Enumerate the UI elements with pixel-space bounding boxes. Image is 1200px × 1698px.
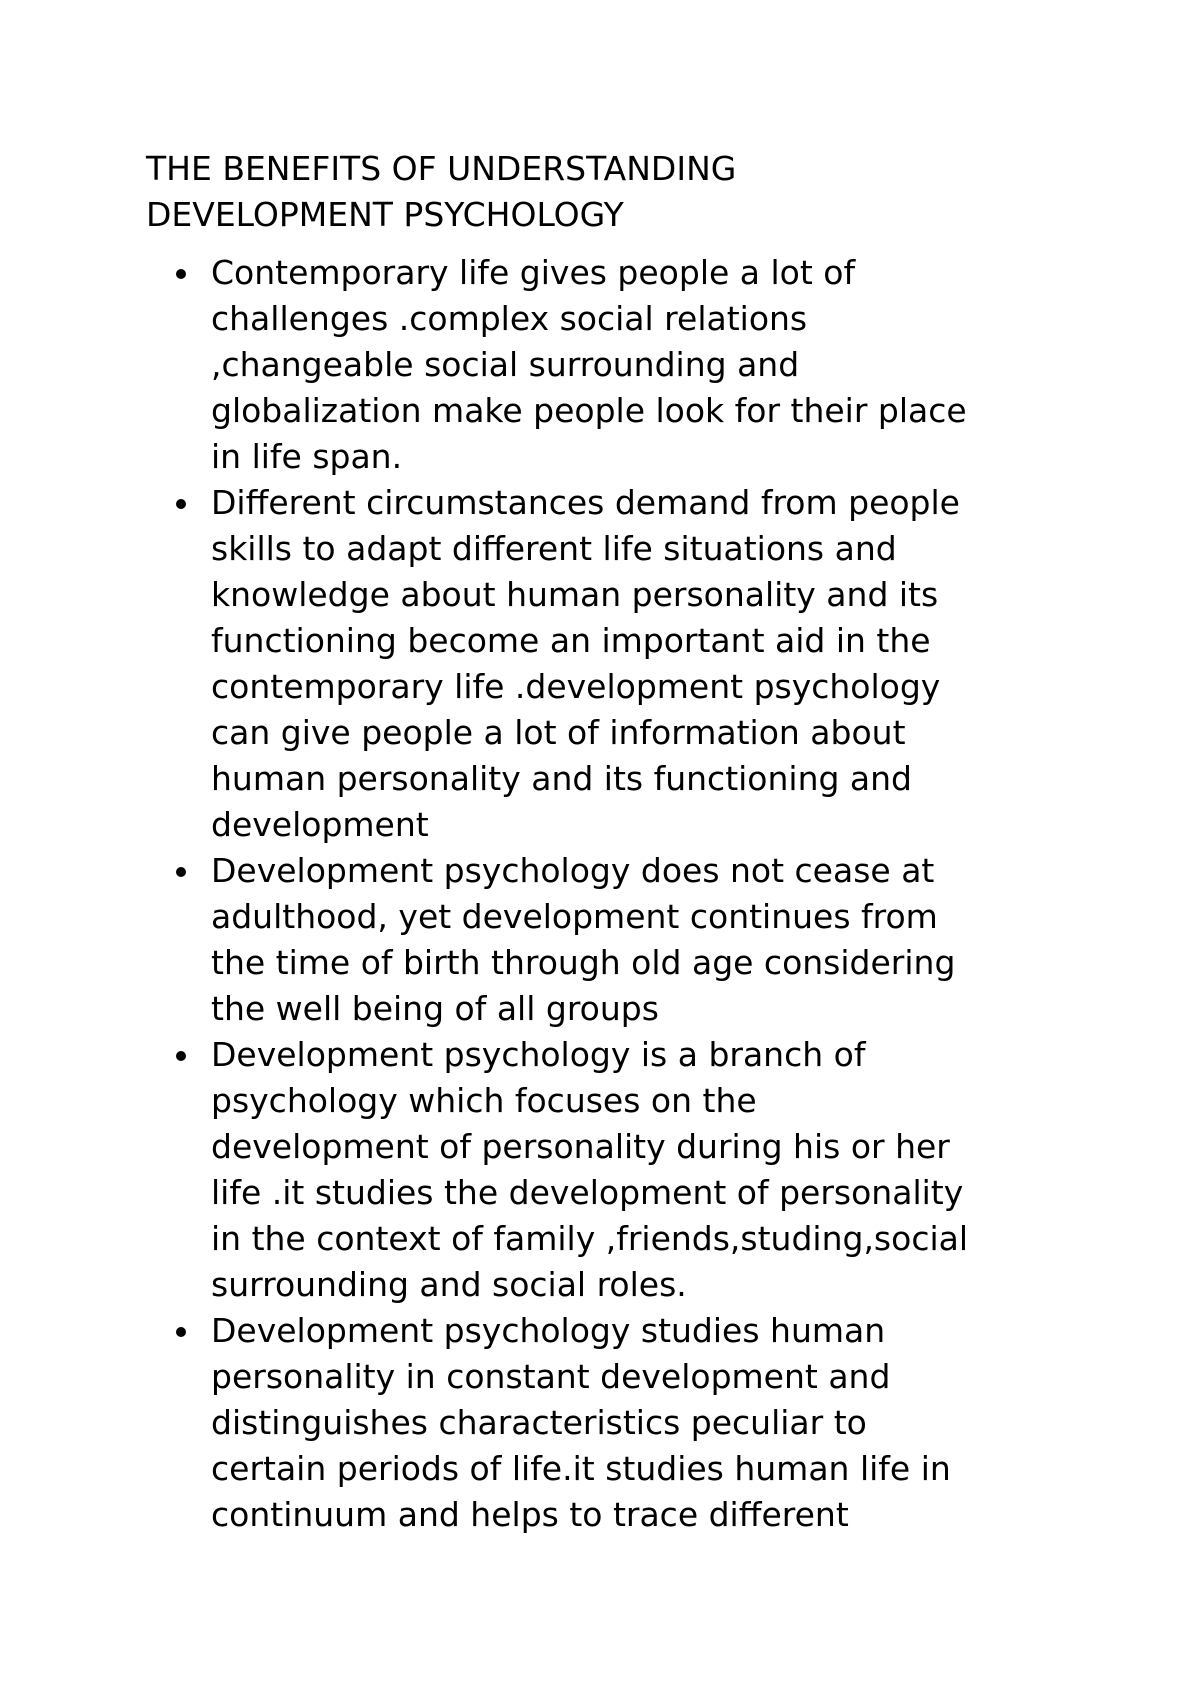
text-line: Contemporary life gives people a lot of: [211, 253, 856, 292]
bullet-list: [146, 250, 1076, 1538]
text-line: knowledge about human personality and its: [211, 575, 939, 614]
text-line: adulthood, yet development continues from: [211, 897, 938, 936]
bullet-text: [211, 250, 1076, 480]
text-line: Development psychology studies human: [211, 1311, 886, 1350]
text-line: in life span.: [211, 437, 403, 476]
title-line-2: DEVELOPMENT PSYCHOLOGY: [146, 195, 624, 234]
text-line: the well being of all groups: [211, 989, 659, 1028]
list-item: [146, 250, 1076, 480]
bullet-icon: [176, 499, 186, 509]
text-line: personality in constant development and: [211, 1357, 891, 1396]
text-line: development of personality during his or her: [211, 1127, 950, 1166]
title-line-1: THE BENEFITS OF UNDERSTANDING: [146, 149, 737, 188]
text-line: life .it studies the development of personality: [211, 1173, 964, 1212]
text-line: human personality and its functioning and: [211, 759, 913, 798]
text-line: Development psychology is a branch of: [211, 1035, 866, 1074]
text-line: certain periods of life.it studies human life in: [211, 1449, 951, 1488]
text-line: challenges .complex social relations: [211, 299, 808, 338]
bullet-icon: [176, 1327, 186, 1337]
text-line: can give people a lot of information about: [211, 713, 906, 752]
text-line: Different circumstances demand from people: [211, 483, 960, 522]
text-line: skills to adapt different life situations and: [211, 529, 897, 568]
bullet-icon: [176, 269, 186, 279]
list-item: [146, 848, 1076, 1032]
text-line: distinguishes characteristics peculiar to: [211, 1403, 867, 1442]
list-item: [146, 1308, 1076, 1538]
text-line: surrounding and social roles.: [211, 1265, 687, 1304]
bullet-icon: [176, 1051, 186, 1061]
text-line: psychology which focuses on the: [211, 1081, 757, 1120]
text-line: in the context of family ,friends,studing,social: [211, 1219, 969, 1258]
text-line: ,changeable social surrounding and: [211, 345, 800, 384]
text-line: globalization make people look for their place: [211, 391, 967, 430]
bullet-text: [211, 480, 1076, 848]
text-line: development: [211, 805, 429, 844]
bullet-icon: [176, 867, 186, 877]
text-line: functioning become an important aid in the: [211, 621, 931, 660]
text-line: continuum and helps to trace different: [211, 1495, 849, 1534]
page-title: [146, 146, 1046, 238]
bullet-text: [211, 1308, 1076, 1538]
bullet-text: [211, 848, 1076, 1032]
text-line: contemporary life .development psychology: [211, 667, 941, 706]
list-item: [146, 1032, 1076, 1308]
bullet-text: [211, 1032, 1076, 1308]
list-item: [146, 480, 1076, 848]
text-line: Development psychology does not cease at: [211, 851, 935, 890]
text-line: the time of birth through old age considering: [211, 943, 956, 982]
